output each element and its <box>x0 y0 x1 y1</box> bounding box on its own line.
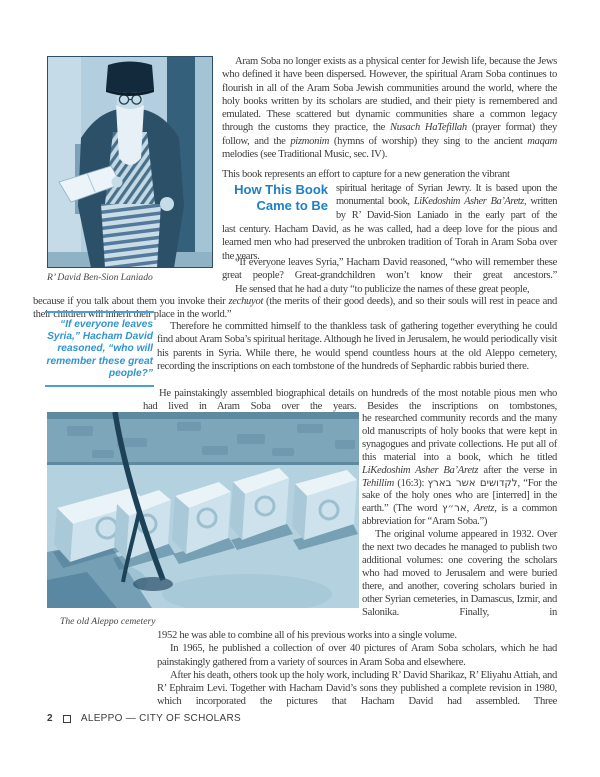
paragraph: After his death, others took up the holy work, including R’ David Sharikaz, R’ Eliyahu Attiah, and R’ Ephraim Levi. Together with Hacham David’s sons they published a complete revision in 1980, which incorporated the pictures that Hacham David had assembled. Three <box>157 669 557 708</box>
intro-paragraph <box>222 55 557 161</box>
paragraph: 1952 he was able to combine all of his previous works into a single volume. <box>157 630 457 641</box>
paragraph: This book represents an effort to capture for a new generation the vibrant <box>222 169 510 180</box>
section-heading <box>222 182 328 213</box>
page-number: 2 <box>47 713 53 724</box>
pull-quote-text: “If everyone leaves Syria,” Hacham David reasoned, “who will remember these great people?” <box>46 319 153 379</box>
biographical-details-paragraph <box>143 387 557 414</box>
section-heading-line1: How This Book <box>234 182 328 197</box>
page-footer <box>47 713 241 724</box>
paragraph: He painstakingly assembled biographical details on hundreds of the most notable pious men who had lived in Aram Soba over the years. Besides the inscriptions on tombstones, <box>143 388 557 413</box>
book-purpose-beside-heading <box>336 182 557 222</box>
paragraph: He sensed that he had a duty “to publicize the names of these great people, <box>235 283 530 295</box>
cemetery-photo-caption: The old Aleppo cemetery <box>60 616 156 627</box>
book-purpose-line <box>222 168 557 181</box>
rabbi-photo-caption: R’ David Ben-Sion Laniado <box>47 272 153 283</box>
paragraph: spiritual heritage of Syrian Jewry. It is based upon the monumental book, LiKedoshim Asher Ba’Aretz, written by R’ David-Sion Laniado in the early part of the <box>336 183 558 221</box>
book-title: ALEPPO — CITY OF SCHOLARS <box>80 713 242 724</box>
paragraph: Therefore he committed himself to the thankless task of gathering together everything he could find about Aram Soba’s spiritual heritage. Although he lived in Jerusalem, he would periodically visit his parents in Syria. While there, he would spend countless hours at the old Aleppo cemetery, recording the inscriptions on each tombstone of the hundreds of Sephardic rabbis buried there. <box>157 321 557 372</box>
commitment-paragraph <box>157 320 557 373</box>
paragraph: In 1965, he published a collection of over 40 pictures of Aram Soba scholars, which he had painstakingly gathered from a variety of sources in Aram Soba and elsewhere. <box>157 643 557 668</box>
section-heading-line2: Came to Be <box>256 197 328 213</box>
cemetery-photo <box>47 412 359 608</box>
paragraph: “If everyone leaves Syria,” Hacham David reasoned, “who will remember these great people? Great-grandchildren won’t know their great ancestors.” <box>222 257 557 282</box>
rabbi-photo <box>47 56 213 268</box>
paragraph: last century. Hacham David, as he was called, had a deep love for the pious and learned men who had preserved the unbroken tradition of Torah in Aram Soba over the years. <box>222 224 557 262</box>
paragraph: because if you talk about them you invoke their zechuyot (the merits of their good deeds), and so their souls will rest in peace and their children will inherit their place in the world.” <box>33 296 557 321</box>
quote-paragraphs <box>222 256 557 296</box>
paragraph: Aram Soba no longer exists as a physical center for Jewish life, because the Jews who defined it have been dispersed. However, the spiritual Aram Soba continues to flourish in all of the Aram Soba Jewish communities around the world, where the holy books written by its scholars are studied, and their piety is remembered and emulated. These scattered but dynamic communities share a common legacy through the customs they practice, the Nusach HaTefillah (prayer format) they follow, and the pizmonim (hymns of worship) they sing to the ancient maqam melodies (see Traditional Music, sec. IV). <box>222 56 558 161</box>
rabbi-photo-art <box>47 56 213 268</box>
paragraph: The original volume appeared in 1932. Over the next two decades he managed to publish two additional volumes: one covering the scholars who had moved to Jerusalem and were buried there, and another, covering scholars buried in other Syrian cemeteries, in Damascus, Izmir, and Salonika. Finally, in <box>362 529 557 618</box>
paragraph: he researched community records and the many old manuscripts of holy books that were kept in synagogues and private collections. He put all of this material into a book, which he titled LiKedoshim Asher Ba’Aretz after the verse in Tehillim (16:3): לקדושים אשר בארץ, “For the sake of the holy ones who are [interred] in the earth.” (The word אר״ץ, Aretz, is a common abbreviation for “Aram Soba.”) <box>362 413 557 528</box>
pull-quote <box>45 311 154 387</box>
right-column-text <box>362 413 557 620</box>
cemetery-photo-art <box>47 412 359 608</box>
closing-paragraphs <box>157 629 557 709</box>
square-icon <box>63 715 71 723</box>
